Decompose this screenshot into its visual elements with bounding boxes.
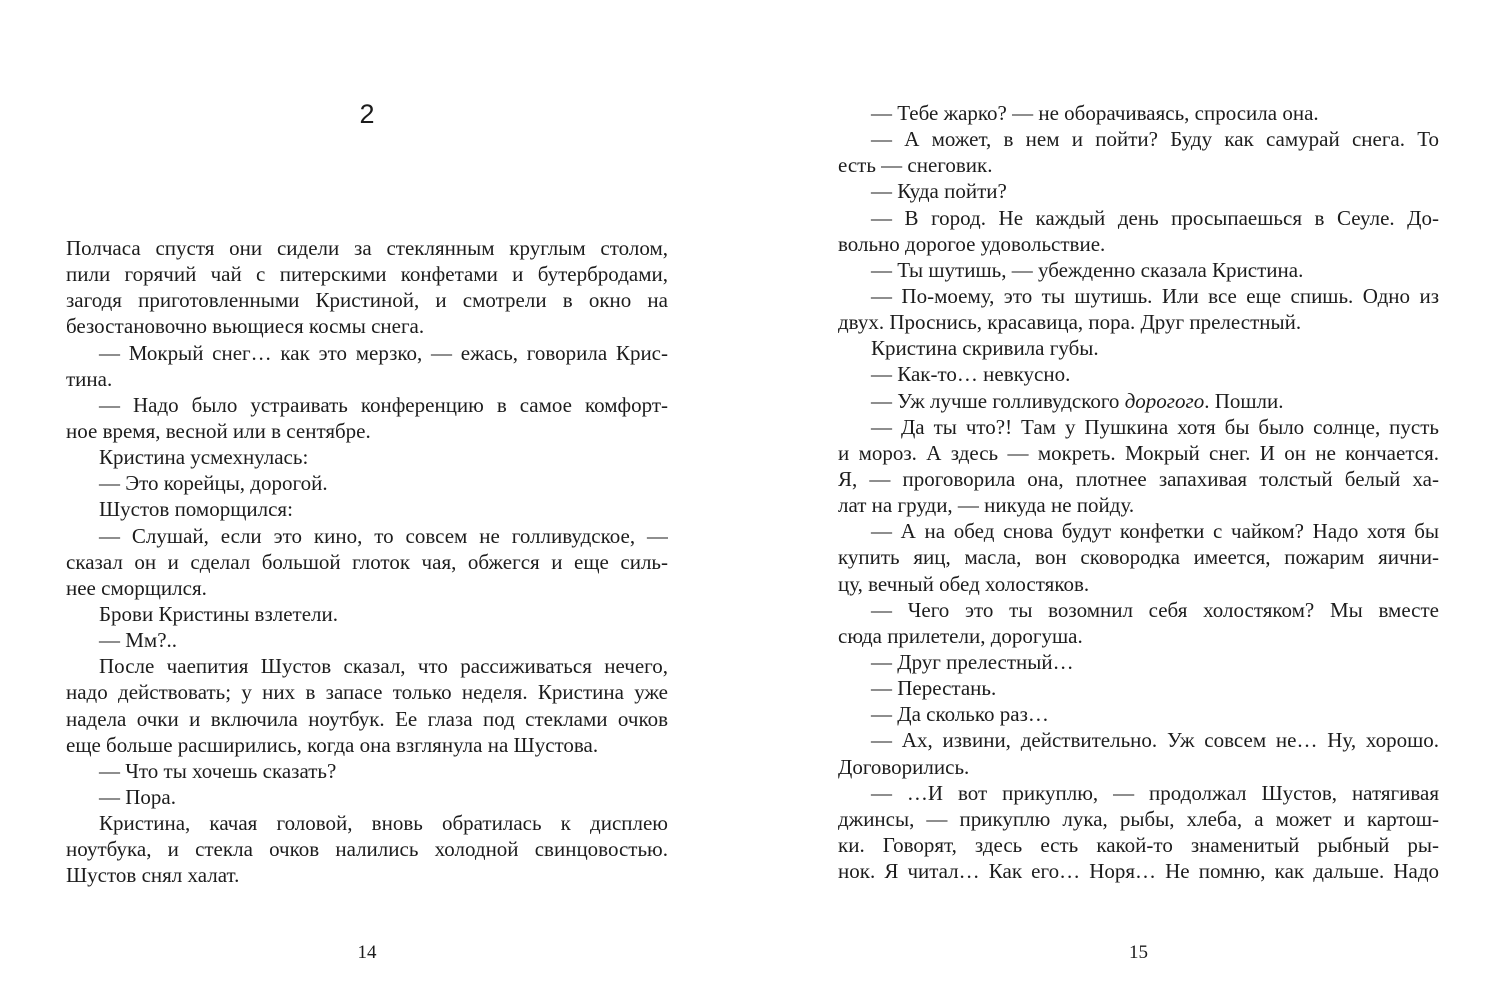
- text-line: — Уж лучше голливудского дорогого. Пошли.: [871, 388, 1284, 413]
- text-line: вольно дорогое удовольствие.: [838, 231, 1106, 256]
- text-line: тина.: [66, 366, 113, 391]
- text-line: — Да ты что?! Там у Пушкина хотя бы было солнце, пусть: [871, 414, 1439, 439]
- text-line: сюда прилетели, дорогуша.: [838, 623, 1083, 648]
- text-line: — Слушай, если это кино, то совсем не голливудское, —: [99, 523, 668, 548]
- text-line: — Перестань.: [871, 676, 997, 701]
- text-line: — Что ты хочешь сказать?: [99, 758, 337, 783]
- text-line: — Ах, извини, действительно. Уж совсем не… Ну, хорошо.: [871, 728, 1439, 753]
- text-line: — В город. Не каждый день просыпаешься в Сеуле. До-: [871, 205, 1439, 230]
- text-line: еще больше расширились, когда она взглянула на Шустова.: [66, 732, 599, 757]
- left-page: [66, 0, 668, 1005]
- text-line: Кристина усмехнулась:: [99, 445, 309, 470]
- text-line: — Мм?..: [99, 628, 178, 653]
- text-line: — Чего это ты возомнил себя холостяком? Мы вместе: [871, 597, 1439, 622]
- text-line: и мороз. А здесь — мокреть. Мокрый снег. И он не кончается.: [838, 440, 1439, 465]
- text-line: джинсы, — прикуплю лука, рыбы, хлеба, а может и картош-: [838, 806, 1439, 831]
- text-line: Я, — проговорила она, плотнее запахивая толстый белый ха-: [838, 466, 1439, 491]
- text-line: — Друг прелестный…: [871, 649, 1074, 674]
- text-line: — А на обед снова будут конфетки с чайком? Надо хотя бы: [871, 519, 1439, 544]
- emphasis: дорогого: [1124, 388, 1205, 413]
- text-line: — Пора.: [99, 784, 176, 809]
- text-line: — Да сколько раз…: [871, 702, 1049, 727]
- text-line: есть — снеговик.: [838, 153, 993, 178]
- text-line: — Мокрый снег… как это мерзко, — ежась, говорила Крис-: [99, 340, 668, 365]
- text-line: нее сморщился.: [66, 575, 207, 600]
- right-page-body-text: [838, 100, 1439, 884]
- text-line: ное время, весной или в сентябре.: [66, 418, 371, 443]
- text-line: пили горячий чай с питерскими конфетами и бутербродами,: [66, 262, 668, 287]
- text-line: — Надо было устраивать конференцию в самое комфорт-: [99, 392, 668, 417]
- text-line: ки. Говорят, здесь есть какой-то знаменитый рыбный ры-: [838, 832, 1439, 857]
- text-line: — Ты шутишь, — убежденно сказала Кристина.: [871, 257, 1304, 282]
- text-line: После чаепития Шустов сказал, что рассиживаться нечего,: [99, 654, 668, 679]
- text-line: надо действовать; у них в запасе только неделя. Кристина уже: [66, 680, 668, 705]
- text-line: двух. Проснись, красавица, пора. Друг прелестный.: [838, 310, 1302, 335]
- text-line: купить яиц, масла, вон сковородка имеется, пожарим яични-: [838, 545, 1439, 570]
- text-line: сказал он и сделал большой глоток чая, обжегся и еще силь-: [66, 549, 668, 574]
- text-line: безостановочно вьющиеся космы снега.: [66, 314, 425, 339]
- text-line: Брови Кристины взлетели.: [99, 601, 339, 626]
- text-line: Полчаса спустя они сидели за стеклянным круглым столом,: [66, 236, 668, 260]
- text-line: — По-моему, это ты шутишь. Или все еще спишь. Одно из: [871, 283, 1439, 308]
- text-line: цу, вечный обед холостяков.: [838, 571, 1090, 596]
- text-line: нок. Я читал… Как его… Норя… Не помню, как дальше. Надо: [838, 859, 1439, 884]
- text-line: — Куда пойти?: [871, 179, 1007, 204]
- text-line: ноутбука, и стекла очков налились холодной свинцовостью.: [66, 837, 668, 862]
- page-number-right: 15: [1129, 942, 1148, 963]
- text-line: Шустов поморщился:: [99, 497, 293, 522]
- chapter-number: 2: [359, 99, 375, 129]
- text-line: загодя приготовленными Кристиной, и смотрели в окно на: [66, 288, 668, 313]
- page-number-left: 14: [357, 942, 377, 963]
- text-line: — Тебе жарко? — не оборачиваясь, спросила она.: [871, 101, 1319, 125]
- left-page-body-text: [66, 235, 668, 889]
- text-line: — А может, в нем и пойти? Буду как самурай снега. То: [871, 127, 1439, 152]
- text-line: Шустов снял халат.: [66, 863, 240, 888]
- text-line: — Как-то… невкусно.: [871, 362, 1071, 387]
- text-line: надела очки и включила ноутбук. Ее глаза под стеклами очков: [66, 706, 668, 731]
- text-line: — …И вот прикуплю, — продолжал Шустов, натягивая: [871, 780, 1439, 805]
- text-line: — Это корейцы, дорогой.: [99, 471, 328, 496]
- text-line: Кристина скривила губы.: [871, 336, 1099, 361]
- text-line: Договорились.: [838, 754, 970, 779]
- right-page: [838, 0, 1439, 1005]
- text-line: лат на груди, — никуда не пойду.: [838, 493, 1135, 518]
- text-line: Кристина, качая головой, вновь обратилась к дисплею: [99, 811, 668, 836]
